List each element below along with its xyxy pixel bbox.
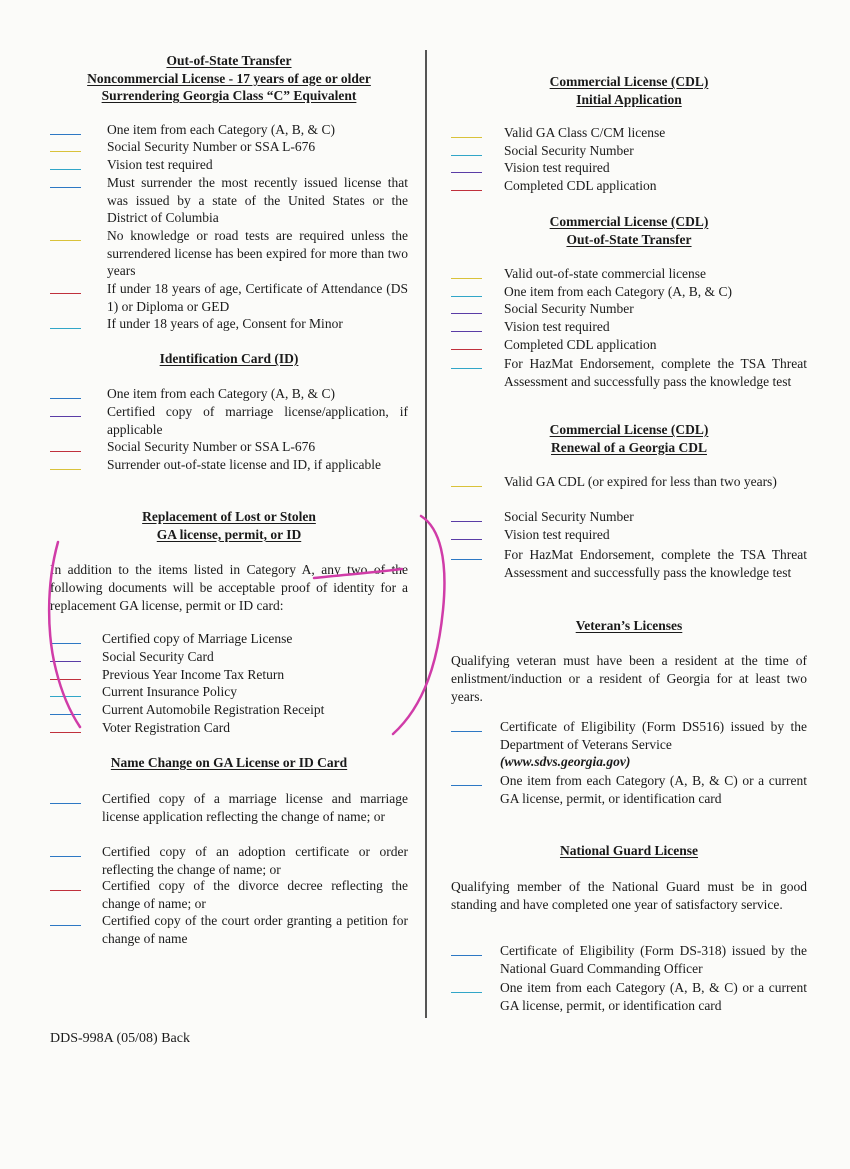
section-heading-cdl-initial	[451, 73, 807, 108]
item-text: Current Insurance Policy	[102, 684, 237, 699]
check-blank[interactable]	[451, 521, 482, 522]
check-blank[interactable]	[50, 661, 81, 662]
check-blank[interactable]	[451, 539, 482, 540]
check-blank[interactable]	[50, 293, 81, 294]
replacement-intro: In addition to the items listed in Category A, any two of the following documents will be acceptable proof of identity for a replacement GA license, permit or ID card:	[50, 562, 408, 613]
check-blank[interactable]	[451, 349, 482, 350]
sdvs-url: (www.sdvs.georgia.gov)	[500, 754, 631, 769]
item-text: One item from each Category (A, B, & C) or a current GA license, permit, or identification card	[500, 773, 807, 806]
check-blank[interactable]	[50, 643, 81, 644]
item-text: Certified copy of marriage license/application, if applicable	[107, 404, 408, 437]
check-blank[interactable]	[50, 328, 81, 329]
check-blank[interactable]	[451, 559, 482, 560]
section-heading-cdl-renewal	[451, 421, 807, 456]
check-blank[interactable]	[50, 732, 81, 733]
check-blank[interactable]	[451, 731, 482, 732]
check-blank[interactable]	[50, 469, 81, 470]
item-text: Valid GA Class C/CM license	[504, 125, 666, 140]
check-blank[interactable]	[451, 278, 482, 279]
check-blank[interactable]	[50, 451, 81, 452]
heading-line: Surrendering Georgia Class “C” Equivalent	[101, 88, 357, 103]
item-text: Certified copy of a marriage license and marriage license application reflecting the change of name; or	[102, 791, 408, 824]
item-text: One item from each Category (A, B, & C) or a current GA license, permit, or identification card	[500, 980, 807, 1013]
item-text: Certified copy of the court order granting a petition for change of name	[102, 913, 408, 946]
item-text: Social Security Number	[504, 301, 634, 316]
heading-line: Noncommercial License - 17 years of age or older	[87, 70, 371, 86]
check-blank[interactable]	[50, 134, 81, 135]
heading-line: Replacement of Lost or Stolen	[142, 509, 316, 524]
heading-line: GA license, permit, or ID	[156, 526, 302, 542]
check-blank[interactable]	[50, 856, 81, 857]
section-heading-out-of-state-transfer	[50, 52, 408, 105]
heading-line: Identification Card (ID)	[159, 351, 299, 366]
item-text: Must surrender the most recently issued license that was issued by a state of the United States or the District of Columbia	[107, 175, 408, 225]
item-text: No knowledge or road tests are required unless the surrendered license has been expired for more than two years	[107, 228, 408, 278]
item-text: Social Security Number	[504, 509, 634, 524]
check-blank[interactable]	[50, 890, 81, 891]
check-blank[interactable]	[50, 187, 81, 188]
heading-line: Commercial License (CDL)	[549, 422, 709, 437]
item-text: One item from each Category (A, B, & C)	[504, 284, 732, 299]
section-heading-veterans	[451, 617, 807, 635]
check-blank[interactable]	[50, 696, 81, 697]
column-divider	[425, 50, 427, 1018]
veterans-intro: Qualifying veteran must have been a resident at the time of enlistment/induction or a resident of Georgia for at least two years.	[451, 653, 807, 704]
item-text: Valid GA CDL (or expired for less than two years)	[504, 474, 777, 489]
check-blank[interactable]	[50, 925, 81, 926]
item-text: Certified copy of an adoption certificate or order reflecting the change of name; or	[102, 844, 408, 877]
heading-line: Out-of-State Transfer	[166, 53, 292, 68]
item-text: Previous Year Income Tax Return	[102, 667, 285, 682]
item-text: If under 18 years of age, Certificate of Attendance (DS 1) or Diploma or GED	[107, 281, 408, 314]
heading-line: Commercial License (CDL)	[549, 74, 709, 89]
check-blank[interactable]	[50, 416, 81, 417]
item-text: Valid out-of-state commercial license	[504, 266, 707, 281]
item-text: One item from each Category (A, B, & C)	[107, 122, 335, 137]
item-text: For HazMat Endorsement, complete the TSA Threat Assessment and successfully pass the knowledge test	[504, 547, 807, 580]
item-text-block	[500, 718, 807, 771]
heading-line: Initial Application	[576, 91, 682, 107]
national-guard-intro: Qualifying member of the National Guard must be in good standing and have completed one year of satisfactory service.	[451, 879, 807, 912]
check-blank[interactable]	[451, 331, 482, 332]
item-text: Certified copy of the divorce decree reflecting the change of name; or	[102, 878, 408, 911]
check-blank[interactable]	[50, 803, 81, 804]
heading-line: Name Change on GA License or ID Card	[110, 755, 348, 770]
item-text: Social Security Number or SSA L-676	[107, 139, 316, 154]
check-blank[interactable]	[50, 240, 81, 241]
item-text: Vision test required	[504, 319, 610, 334]
item-text: If under 18 years of age, Consent for Minor	[107, 316, 343, 331]
section-heading-name-change	[50, 754, 408, 772]
item-text: Vision test required	[107, 157, 213, 172]
form-footer: DDS-998A (05/08) Back	[50, 1031, 190, 1046]
section-heading-national-guard	[451, 842, 807, 860]
item-text: Vision test required	[504, 160, 610, 175]
item-text: Vision test required	[504, 527, 610, 542]
check-blank[interactable]	[50, 398, 81, 399]
item-text: Certificate of Eligibility (Form DS-318) issued by the National Guard Commanding Officer	[500, 943, 807, 976]
check-blank[interactable]	[451, 155, 482, 156]
item-text: Certificate of Eligibility (Form DS516) issued by the Department of Veterans Service	[500, 719, 807, 752]
heading-line: Veteran’s Licenses	[575, 618, 683, 633]
check-blank[interactable]	[451, 313, 482, 314]
check-blank[interactable]	[451, 190, 482, 191]
item-text: Certified copy of Marriage License	[102, 631, 293, 646]
check-blank[interactable]	[451, 137, 482, 138]
section-heading-replacement	[50, 508, 408, 543]
heading-line: Out-of-State Transfer	[566, 231, 692, 247]
check-blank[interactable]	[451, 172, 482, 173]
item-text: Completed CDL application	[504, 337, 657, 352]
section-heading-identification-card	[50, 350, 408, 368]
check-blank[interactable]	[50, 714, 81, 715]
item-text: Current Automobile Registration Receipt	[102, 702, 325, 717]
check-blank[interactable]	[50, 679, 81, 680]
check-blank[interactable]	[451, 785, 482, 786]
section-heading-cdl-transfer	[451, 213, 807, 248]
check-blank[interactable]	[50, 169, 81, 170]
item-text: Surrender out-of-state license and ID, if applicable	[107, 457, 382, 472]
item-text: For HazMat Endorsement, complete the TSA Threat Assessment and successfully pass the knowledge test	[504, 356, 807, 389]
item-text: Social Security Card	[102, 649, 214, 664]
heading-line: Renewal of a Georgia CDL	[551, 439, 707, 455]
check-blank[interactable]	[451, 368, 482, 369]
heading-line: National Guard License	[559, 843, 698, 858]
item-text: Social Security Number or SSA L-676	[107, 439, 316, 454]
item-text: Completed CDL application	[504, 178, 657, 193]
item-text: One item from each Category (A, B, & C)	[107, 386, 335, 401]
check-blank[interactable]	[451, 296, 482, 297]
item-text: Voter Registration Card	[102, 720, 230, 735]
check-blank[interactable]	[50, 151, 81, 152]
check-blank[interactable]	[451, 992, 482, 993]
heading-line: Commercial License (CDL)	[549, 214, 709, 229]
item-text: Social Security Number	[504, 143, 634, 158]
check-blank[interactable]	[451, 486, 482, 487]
check-blank[interactable]	[451, 955, 482, 956]
